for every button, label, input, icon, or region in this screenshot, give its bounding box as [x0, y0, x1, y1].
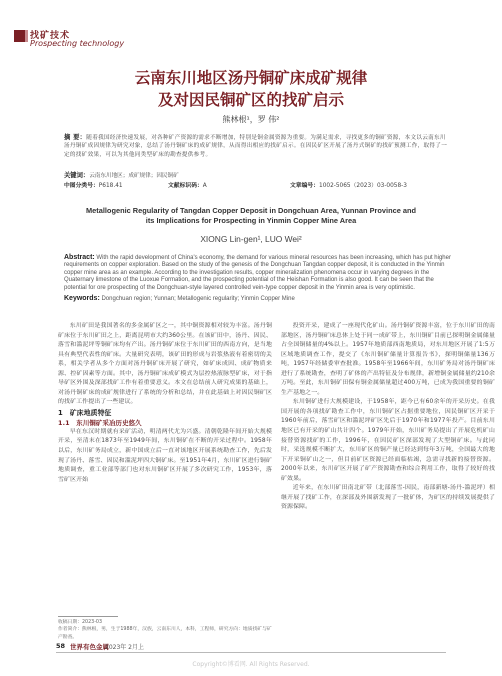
- keywords-en: [64, 295, 454, 302]
- article-title-line2: 及对因民铜矿区的找矿启示: [157, 91, 344, 109]
- abstract-en: [64, 254, 454, 292]
- header: [0, 0, 502, 52]
- article-value: 1002-5065（2023）03-0058-3: [319, 183, 407, 189]
- body-column-left: [58, 322, 272, 485]
- right-paragraph-3: 近年来，在东川矿田南北矿带（北部落雪-因民，南部新塘-汤丹-滥泥坪）相继开展了找矿工作，在深部及外围新发现了一批矿体，为矿区的持续发展提供了资源保障。: [281, 485, 495, 511]
- doc-label: 文献标识码：: [168, 183, 203, 189]
- abstract-en-text: With the rapid development of China's economy, the demand for various mineral resources has been increasing, which has put higher requirements on copper exploration. Based on the study of the genesis of the Dongchuan Tangdan copper deposit, it is conducted in the Yinmin copper mine area as an example. According to the investigation results, copper mineralization phenomena occur in varying degrees in the Quaternary limestone of the Luoxue Formation, and the prospecting potential of the Heishan Formation is also good. It can be seen that the potential for ore prospecting of the Dongchuan-style layered controlled vein-type copper deposit in the Yinmin area is very optimistic.: [64, 255, 451, 291]
- article-label: 文章编号：: [290, 183, 319, 189]
- authors-cn: 熊林根¹，罗 伟²: [222, 115, 280, 124]
- article-number: [290, 180, 407, 189]
- abstract-en-label: Abstract:: [64, 254, 95, 261]
- intro-paragraph: 东川矿田是我国著名的多金属矿区之一，其中铜资源相对较为丰富。汤丹铜矿床位于东川矿田之上，距离昆明市大约360公里。在该矿田中，汤丹、因民、落雪和滥泥坪等铜矿床均有产出。汤丹铜矿床位于东川矿田的西南方向，是当地具有典型代表性的矿床。大量研究表明，该矿田的形成与岩浆热液有着密切的关系，相关学者从多个方面对汤丹铜矿床开展了研究，如矿床成因、成矿物质来源、控矿因素等方面。其中，汤丹铜矿床成矿模式为层控热液脉型矿床，对于指导矿区外围及深部找矿工作有着重要意义。本文在总结前人研究成果的基础上，对汤丹铜矿床的成矿规律进行了系统的分析和总结，并在此基础上对因民铜矿区的找矿工作提出了一些建议。: [58, 323, 272, 406]
- keywords-cn-label: 关键词：: [64, 172, 90, 179]
- section-subtitle: Prospecting technology: [30, 39, 125, 48]
- english-title-line2: its Implications for Prospecting in Yinmin Copper Mine Area: [145, 216, 357, 225]
- section-logo-icon: [14, 30, 25, 42]
- doc-value: A: [202, 183, 207, 189]
- copyright-watermark: Copyright©博看网. All Rights Reserved.: [192, 661, 310, 668]
- keywords-cn: [64, 170, 450, 179]
- history-paragraph: 早在东汉时期就有采矿活动，明清两代尤为兴盛。清朝乾隆年间开始大规模开采，至清末在1873年至1949年间，东川铜矿在不断的开采过程中。1958年以后，东川矿务局成立，新中国成立后一直对该地区开展系统勘查工作，先后发现了汤丹、落雪、因民和滥泥坪四大铜矿床。至1951年4月，东川矿区进行铜矿地质调查，重工业部等部门也对东川铜矿区开展了多次研究工作，1953年，落雪矿区开始: [58, 428, 272, 483]
- keywords-cn-text: 云南东川地区；成矿规律；因民铜矿: [89, 173, 179, 179]
- clc-value: P618.41: [98, 183, 123, 189]
- footer-divider: [56, 652, 446, 653]
- right-paragraph-1: 投资开采，建成了一座现代化矿山。汤丹铜矿资源丰富，位于东川矿田的南部地区，汤丹铜矿床总体上处于同一成矿带上，东川铜矿目前已探明铜金属储量占全国铜储量的4%以上。1957年地质部西南地质局，对东川地区开展了1:5万区域地质调查工作，提交了《东川铜矿储量计算报告书》，探明铜储量136万吨，1957年经储委审查批准。1958年至1966年间，东川矿务局对汤丹铜矿床进行了系统勘查，查明了矿体的产出特征及分布规律，新增铜金属储量约210余万吨。至此，东川铜矿田保有铜金属储量超过400万吨，已成为我国重要的铜矿生产基地之一。: [281, 323, 495, 396]
- authors-en: XIONG Lin-gen¹, LUO Wei²: [200, 234, 302, 244]
- keywords-en-label: Keywords:: [64, 295, 100, 302]
- section-heading-1-1: 1.1 东川铜矿采冶历史悠久: [58, 418, 142, 427]
- clc-label: 中图分类号：: [64, 183, 99, 189]
- section-heading-1: 1 矿床地质特征: [58, 408, 112, 417]
- footnote: [58, 619, 272, 641]
- abstract-cn-text: 随着我国经济快速发展，对各种矿产资源的需求不断增加，特别是铜金属资源为重要。为满足需求，寻找更多的铜矿资源，本文以云南东川汤丹铜矿成因规律为研究对象，总结了汤丹铜矿床的成矿规律，从而得出相应的找矿启示。在因民矿区开展了汤丹式铜矿的找矿预测工作，取得了一定的找矿效果，可以为其他同类型矿床的勘查提供参考。: [64, 135, 448, 158]
- abstract-cn-label: 摘 要：: [64, 134, 87, 141]
- clc-number: [64, 180, 123, 189]
- issue-date: 2023年 2月上: [105, 644, 144, 651]
- article-title-line1: 云南东川地区汤丹铜矿床成矿规律: [134, 69, 368, 87]
- footnote-received: 收稿日期：2023-03: [58, 620, 103, 625]
- english-title-line1: Metallogenic Regularity of Tangdan Copper Deposit in Dongchuan Area, Yunnan Province and: [85, 206, 417, 215]
- footnote-author: 作者简介：熊林根，男，生于1988年，汉族，云南东川人，本科，工程师，研究方向：地质找矿与矿产勘查。: [58, 627, 272, 640]
- page-number: 58: [56, 642, 66, 650]
- footnote-divider: [58, 616, 118, 617]
- keywords-en-text: Dongchuan region; Yunnan; Metallogenic regularity; Yinmin Copper Mine: [101, 296, 295, 302]
- right-paragraph-2: 东川铜矿进行大规模建设，于1958年，距今已有60余年的开采历史。在我国开展的各项找矿勘查工作中，东川铜矿区占据重要地位，因民铜矿区开采于1960年前后，落雪矿区和滥泥坪矿区先后于1970年和1977年投产。目前东川地区已有开采的矿山共计四个。1979年开始，东川矿务局提出了开展危机矿山接替资源找矿的工作，1996年，在因民矿区深部发现了大型铜矿床。与此同时，采选规模不断扩大，东川矿区的铜产量已经达到每年3万吨，全国最大的地下开采铜矿山之一，但目前矿区资源已经面临枯竭，急需寻找新的接替资源。2000年以来，东川矿区开展了矿产资源勘查和综合利用工作，取得了较好的找矿效果。: [281, 399, 495, 482]
- journal-name: 世界有色金属: [70, 643, 109, 651]
- abstract-cn: [64, 134, 450, 159]
- body-column-right: [281, 322, 495, 513]
- doc-code: [168, 180, 207, 189]
- section-title: 找矿技术: [30, 31, 71, 41]
